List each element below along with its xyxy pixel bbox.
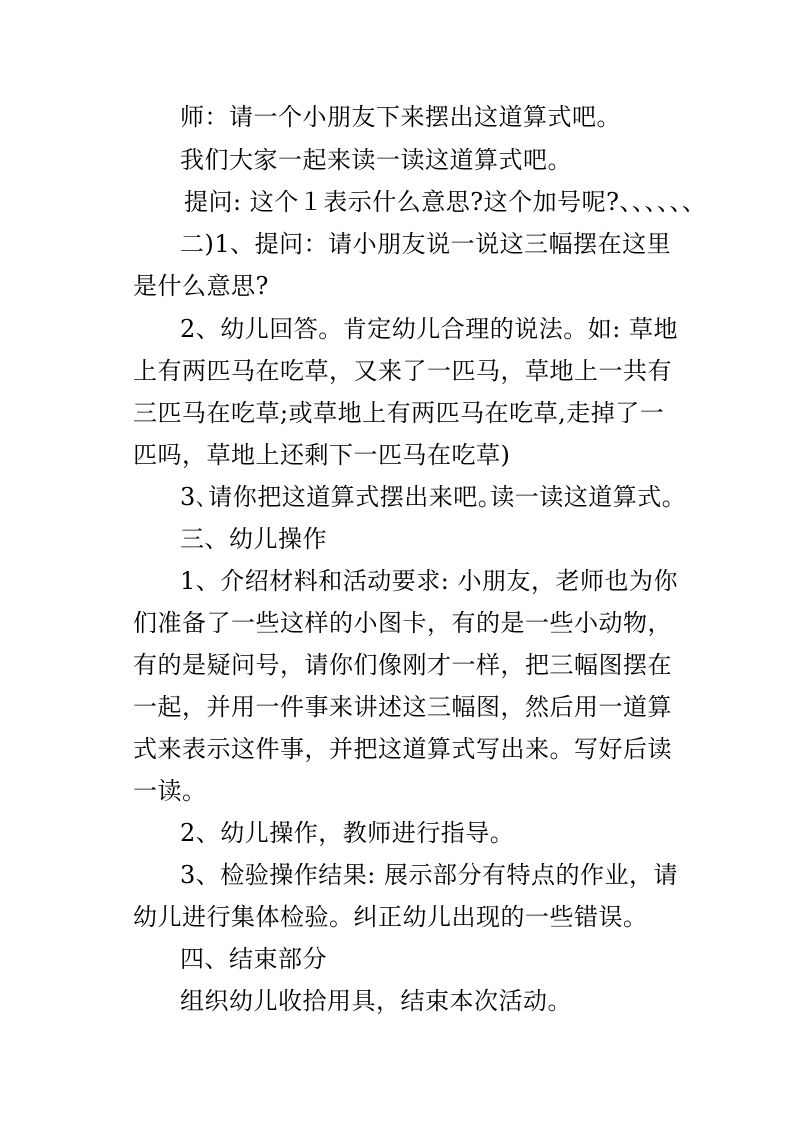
text-line: 匹吗，草地上还剩下一匹马在吃草) (133, 441, 511, 469)
text-line: 1、介绍材料和活动要求: 小朋友，老师也为你 (180, 567, 678, 595)
section-heading: 四、结束部分 (180, 945, 327, 973)
text-line: 3、检验操作结果: 展示部分有特点的作业，请 (180, 861, 678, 889)
text-line: 幼儿进行集体检验。纠正幼儿出现的一些错误。 (133, 903, 648, 931)
text-line: 师：请一个小朋友下来摆出这道算式吧。 (180, 103, 621, 131)
text-line: 有的是疑问号，请你们像刚才一样，把三幅图摆在 (133, 651, 672, 679)
text-line: 是什么意思? (133, 272, 269, 300)
text-line: 式来表示这件事，并把这道算式写出来。写好后读 (133, 735, 672, 763)
text-line: 2、幼儿回答。肯定幼儿合理的说法。如: 草地 (180, 315, 678, 343)
text-line: 提问: 这个１表示什么意思?这个加号呢?、、、、、、 (184, 188, 707, 216)
text-line: 一起，并用一件事来讲述这三幅图，然后用一道算 (133, 693, 672, 721)
text-line: 们准备了一些这样的小图卡，有的是一些小动物， (133, 609, 672, 637)
text-line: 我们大家一起来读一读这道算式吧。 (180, 146, 572, 174)
text-line: 上有两匹马在吃草，又来了一匹马，草地上一共有 (133, 357, 672, 385)
text-line: 三匹马在吃草;或草地上有两匹马在吃草,走掉了一 (133, 399, 665, 427)
text-line: 一读。 (133, 777, 207, 805)
text-line: 2、幼儿操作，教师进行指导。 (180, 819, 515, 847)
text-line: 二)1、提问：请小朋友说一说这三幅摆在这里 (180, 230, 672, 258)
section-heading: 三、幼儿操作 (180, 525, 327, 553)
text-line: 3､请你把这道算式摆出来吧｡读一读这道算式。 (180, 483, 687, 511)
text-line: 组织幼儿收拾用具，结束本次活动。 (180, 987, 572, 1015)
